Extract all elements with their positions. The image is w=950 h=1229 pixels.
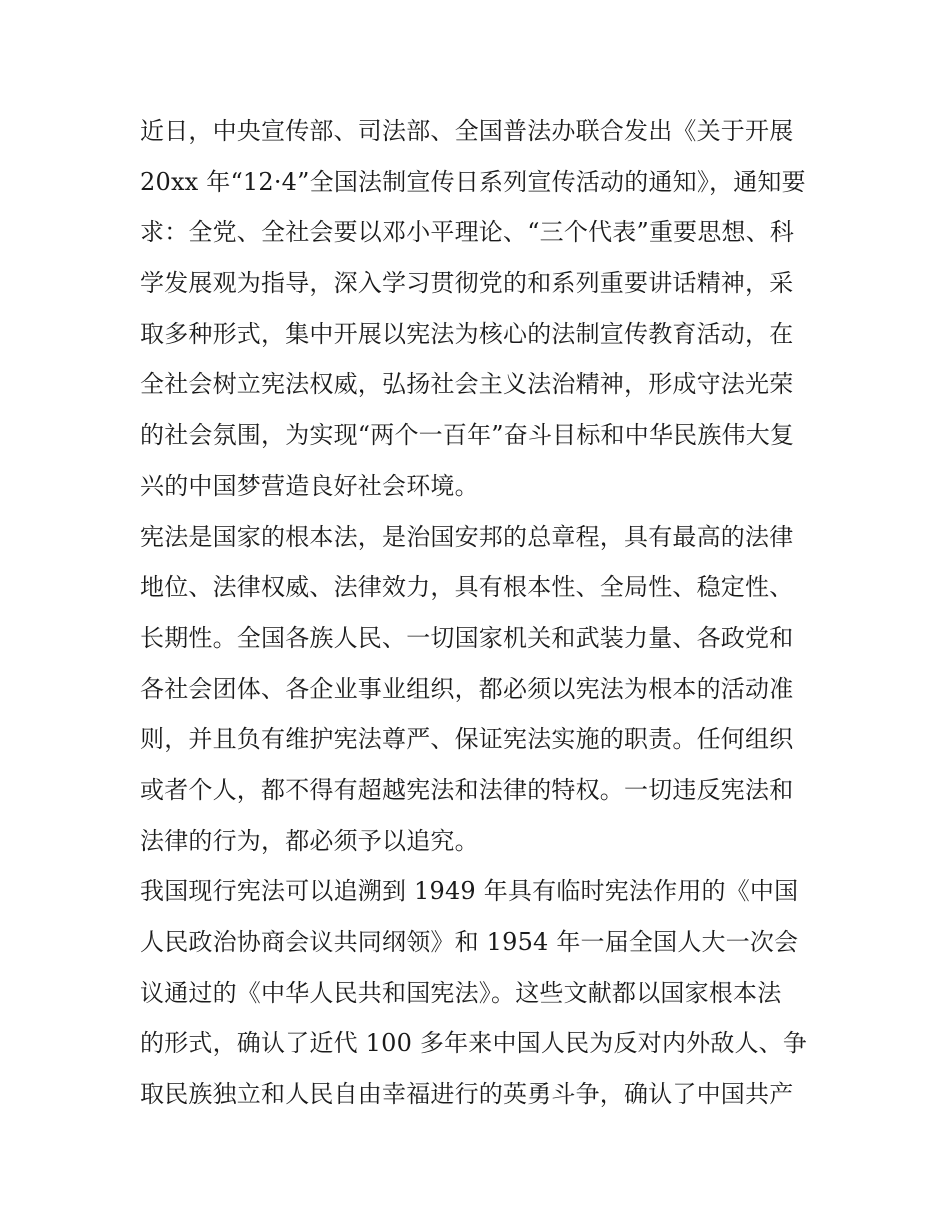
text-line: 法律的行为，都必须予以追究。 [140, 826, 479, 855]
text-line: 或者个人，都不得有超越宪法和法律的特权。一切违反宪法和 [140, 775, 794, 804]
text-line: 近日，中央宣传部、司法部、全国普法办联合发出《关于开展 [140, 117, 794, 145]
paragraph-1 [140, 106, 812, 512]
text-line: 取多种形式，集中开展以宪法为核心的法制宣传教育活动，在 [140, 319, 794, 348]
document-body [140, 106, 812, 1120]
text-line: 的形式，确认了近代 100 多年来中国人民为反对内外敌人、争 [140, 1029, 808, 1058]
text-line: 求：全党、全社会要以邓小平理论、“三个代表”重要思想、科 [140, 218, 795, 247]
text-line: 20xx 年“12·4”全国法制宣传日系列宣传活动的通知》，通知要 [140, 167, 806, 196]
paragraph-3 [140, 866, 812, 1119]
text-line: 则，并且负有维护宪法尊严、保证宪法实施的职责。任何组织 [140, 725, 794, 754]
text-line: 我国现行宪法可以追溯到 1949 年具有临时宪法作用的《中国 [140, 877, 799, 906]
text-line: 议通过的《中华人民共和国宪法》。这些文献都以国家根本法 [140, 978, 782, 1007]
text-line: 长期性。全国各族人民、一切国家机关和武装力量、各政党和 [140, 623, 794, 652]
text-line: 各社会团体、各企业事业组织，都必须以宪法为根本的活动准 [140, 674, 794, 703]
text-line: 的社会氛围，为实现“两个一百年”奋斗目标和中华民族伟大复 [140, 421, 795, 450]
text-line: 学发展观为指导，深入学习贯彻党的和系列重要讲话精神，采 [140, 269, 794, 298]
text-line: 全社会树立宪法权威，弘扬社会主义法治精神，形成守法光荣 [140, 370, 794, 399]
text-line: 地位、法律权威、法律效力，具有根本性、全局性、稳定性、 [140, 573, 794, 602]
text-line: 兴的中国梦营造良好社会环境。 [140, 471, 479, 500]
text-line: 取民族独立和人民自由幸福进行的英勇斗争，确认了中国共产 [140, 1080, 794, 1109]
paragraph-2 [140, 512, 812, 867]
text-line: 宪法是国家的根本法，是治国安邦的总章程，具有最高的法律 [140, 522, 794, 551]
text-line: 人民政治协商会议共同纲领》和 1954 年一届全国人大一次会 [140, 928, 799, 956]
